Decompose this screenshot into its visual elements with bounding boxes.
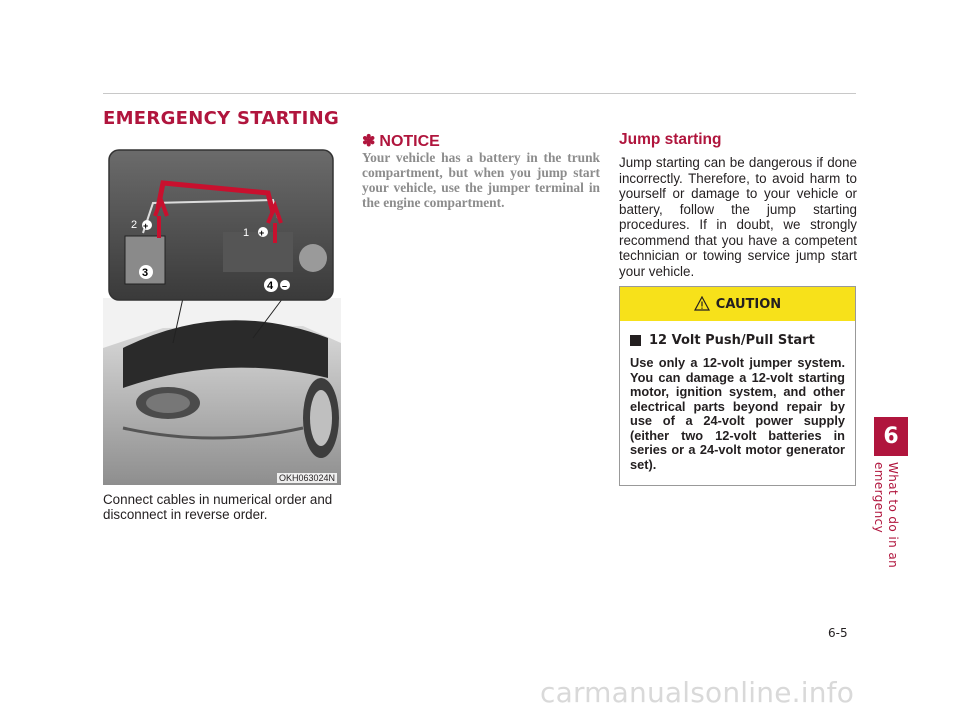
plus-one: +: [259, 228, 265, 238]
caution-label: CAUTION: [715, 296, 782, 312]
chapter-title: What to do in an emergency: [872, 462, 900, 569]
caution-bar: [620, 287, 855, 321]
notice-star-icon: ✽: [362, 133, 376, 150]
jump-starting-body: Jump starting can be dangerous if done incorrectly. Therefore, to avoid harm to yourself or damage to your vehicle or battery, follow the jump starting procedures. If in doubt, we strongly recommend that you have a competent technician or towing service jump start your vehicle.: [619, 155, 857, 279]
label-one: 1: [243, 227, 250, 239]
caution-box: [619, 286, 856, 486]
figure-caption: Connect cables in numerical order and disconnect in reverse order.: [103, 492, 333, 522]
section-title: EMERGENCY STARTING: [103, 108, 340, 129]
top-rule: [103, 93, 856, 94]
figure-code: OKH063024N: [278, 473, 335, 483]
minus-four: –: [282, 281, 288, 291]
notice-body: Your vehicle has a battery in the trunk compartment, but when you jump start your vehicle, use the jumper terminal in the engine compartment.: [362, 150, 600, 210]
plus-two: +: [143, 221, 149, 231]
page-number: 6-5: [828, 626, 848, 640]
jump-starting-heading: Jump starting: [619, 131, 722, 148]
jump-start-illustration: [103, 148, 341, 485]
chapter-tab: 6: [874, 417, 908, 456]
bullet-square-icon: [630, 335, 641, 346]
caution-subheading-text: 12 Volt Push/Pull Start: [649, 333, 815, 348]
caution-subheading: [630, 333, 855, 348]
notice-heading-text: NOTICE: [379, 133, 440, 150]
label-two: 2: [131, 219, 138, 231]
warning-icon: [694, 296, 710, 312]
label-four: 4: [267, 280, 274, 292]
jump-start-figure: [103, 148, 341, 485]
caution-body: Use only a 12-volt jumper system. You can damage a 12-volt starting motor, ignition system, and other electrical parts beyond repair by use of a 24-volt power supply (either two 12-volt batteries in series or a 24-volt motor generator set).: [630, 355, 845, 472]
notice-heading: [362, 131, 440, 151]
watermark: carmanualsonline.info: [540, 676, 855, 709]
label-three: 3: [142, 267, 149, 279]
